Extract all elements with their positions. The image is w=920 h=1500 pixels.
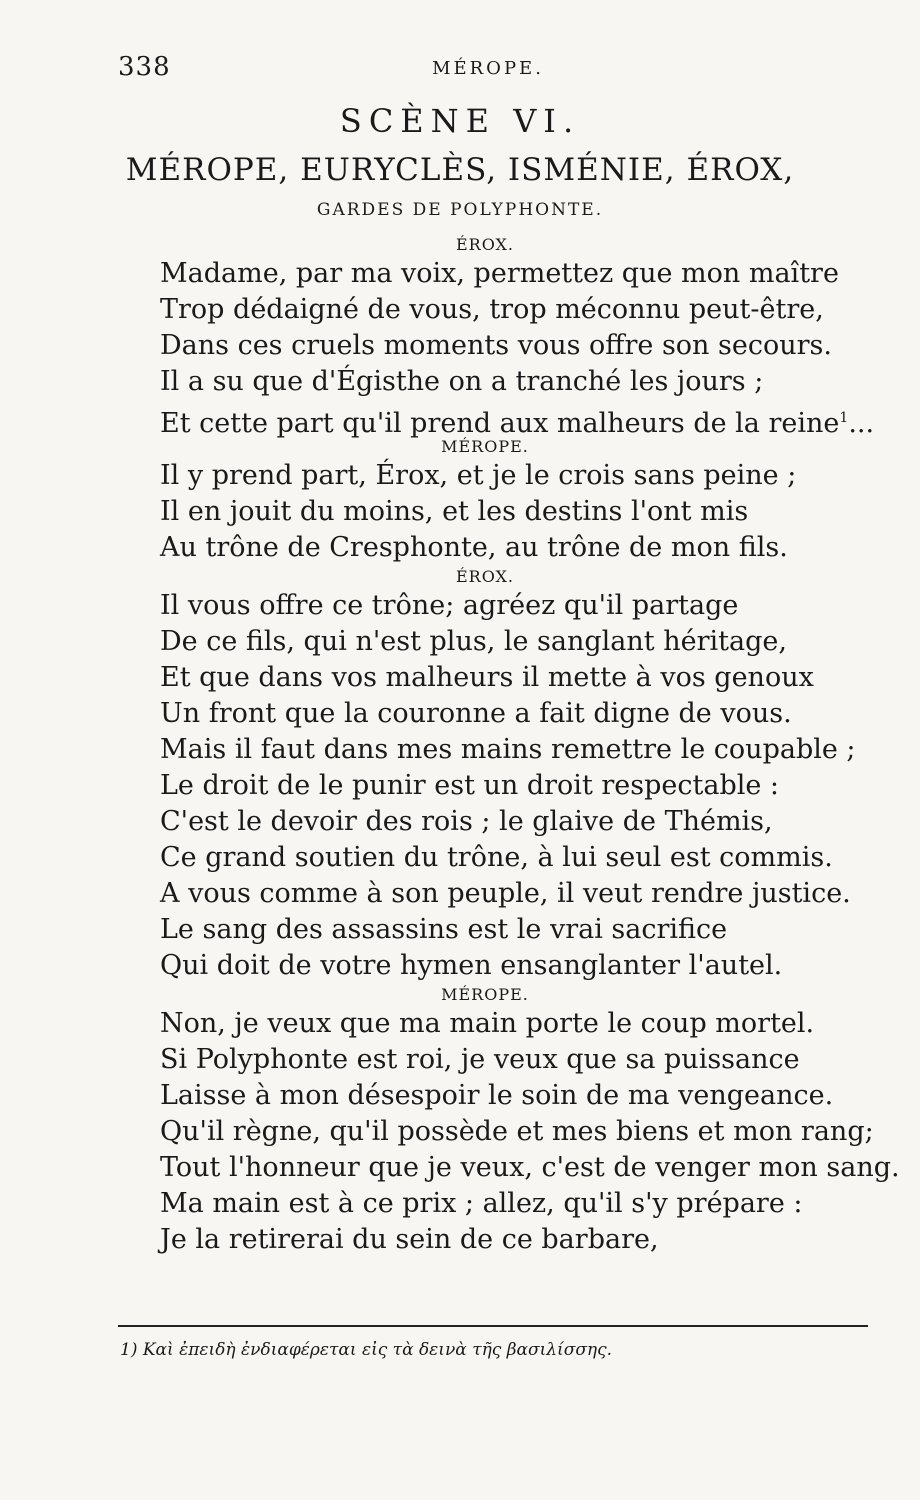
scene-title: SCÈNE VI. bbox=[339, 102, 581, 140]
verse-line: Laisse à mon désespoir le soin de ma vengeance. bbox=[160, 1080, 834, 1111]
speaker-name: ÉROX. bbox=[455, 567, 515, 586]
speaker-name: ÉROX. bbox=[455, 235, 515, 254]
dialogue bbox=[160, 234, 900, 1258]
footnote-marker: 1 bbox=[839, 410, 849, 426]
verse-line: Qui doit de votre hymen ensanglanter l'autel. bbox=[160, 950, 783, 981]
verse-line: Si Polyphonte est roi, je veux que sa puissance bbox=[160, 1044, 800, 1075]
verse-line: Le droit de le punir est un droit respectable : bbox=[160, 770, 780, 801]
speaker-name: MÉROPE. bbox=[441, 437, 529, 456]
footnote-number: 1) bbox=[120, 1340, 138, 1360]
verse-line: Trop dédaigné de vous, trop méconnu peut-être, bbox=[160, 294, 824, 325]
verse-line: Et que dans vos malheurs il mette à vos genoux bbox=[160, 662, 814, 693]
verse-line: De ce fils, qui n'est plus, le sanglant héritage, bbox=[160, 626, 787, 657]
verse-line bbox=[160, 400, 875, 439]
page-header bbox=[118, 52, 858, 92]
verse-line: C'est le devoir des rois ; le glaive de Thémis, bbox=[160, 806, 773, 837]
verse-line: A vous comme à son peuple, il veut rendre justice. bbox=[160, 878, 851, 909]
verse-line: Non, je veux que ma main porte le coup mortel. bbox=[160, 1008, 815, 1039]
verse-line: Le sang des assassins est le vrai sacrifice bbox=[160, 914, 728, 945]
running-head: MÉROPE. bbox=[432, 58, 544, 79]
verse-line: Au trône de Cresphonte, au trône de mon fils. bbox=[160, 532, 788, 563]
verse-line: Il vous offre ce trône; agréez qu'il partage bbox=[160, 590, 739, 621]
verse-line: Qu'il règne, qu'il possède et mes biens et mon rang; bbox=[160, 1116, 874, 1147]
footnote-text: Καὶ ἐπειδὴ ἐνδιαφέρεται εἰς τὰ δεινὰ τῆς βασιλίσσης. bbox=[142, 1340, 613, 1360]
page-number: 338 bbox=[118, 52, 171, 82]
verse-line: Madame, par ma voix, permettez que mon maître bbox=[160, 258, 839, 289]
speaker-name: MÉROPE. bbox=[441, 985, 529, 1004]
verse-line: Un front que la couronne a fait digne de vous. bbox=[160, 698, 792, 729]
verse-line: Il y prend part, Érox, et je le crois sans peine ; bbox=[160, 460, 797, 491]
verse-line: Il a su que d'Égisthe on a tranché les jours ; bbox=[160, 366, 764, 397]
verse-line: Dans ces cruels moments vous offre son secours. bbox=[160, 330, 832, 361]
verse-line: Ma main est à ce prix ; allez, qu'il s'y prépare : bbox=[160, 1188, 803, 1219]
guards-line: GARDES DE POLYPHONTE. bbox=[316, 200, 604, 220]
footnote bbox=[120, 1340, 612, 1360]
ellipsis: ... bbox=[848, 408, 875, 439]
verse-line: Mais il faut dans mes mains remettre le coupable ; bbox=[160, 734, 856, 765]
verse-line: Ce grand soutien du trône, à lui seul est commis. bbox=[160, 842, 833, 873]
footnote-rule bbox=[118, 1325, 868, 1327]
verse-line: Je la retirerai du sein de ce barbare, bbox=[160, 1224, 659, 1255]
verse-text: Et cette part qu'il prend aux malheurs de la reine bbox=[160, 408, 840, 439]
verse-line: Il en jouit du moins, et les destins l'ont mis bbox=[160, 496, 749, 527]
verse-line: Tout l'honneur que je veux, c'est de venger mon sang. bbox=[160, 1152, 900, 1183]
character-list: MÉROPE, EURYCLÈS, ISMÉNIE, ÉROX, bbox=[125, 152, 795, 188]
